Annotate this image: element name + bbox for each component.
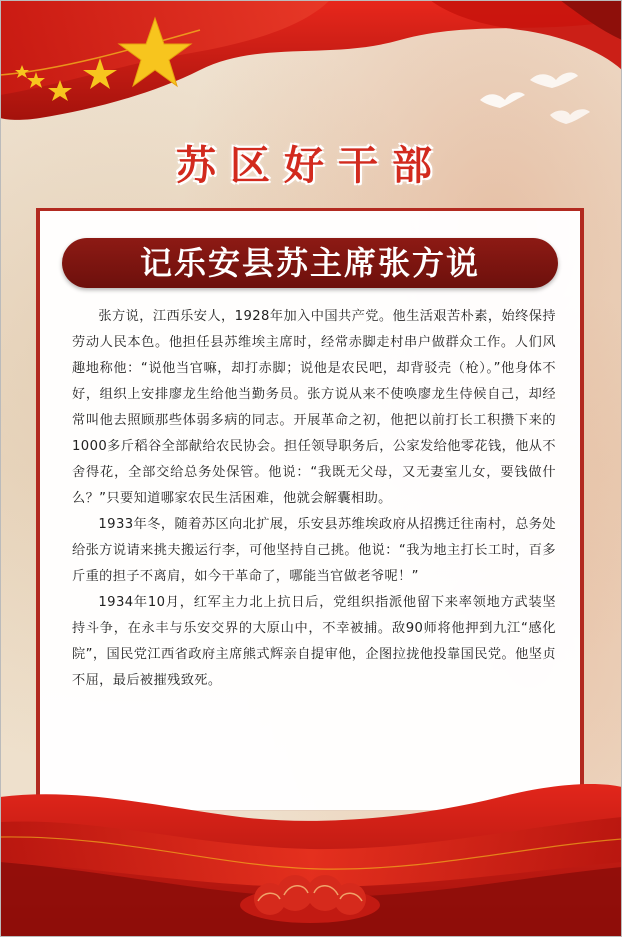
paragraph: 1933年冬，随着苏区向北扩展，乐安县苏维埃政府从招携迁往南村，总务处给张方说请来挑夫搬运行李，可他坚持自己挑。他说：“我为地主打长工时，百多斤重的担子不离肩，如今干革命了，哪能当官做老爷呢！” (72, 517, 556, 584)
card-border-top (36, 208, 584, 211)
paragraph: 张方说，江西乐安人，1928年加入中国共产党。他生活艰苦朴素，始终保持劳动人民本色。他担任县苏维埃主席时，经常赤脚走村串户做群众工作。人们风趣地称他：“说他当官嘛，却打赤脚；说他是农民吧，却背驳壳（枪）。”他身体不好，组织上安排廖龙生给他当勤务员。张方说从来不使唤廖龙生侍候自己，却经常叫他去照顾那些体弱多病的同志。开展革命之初，他把以前打长工积攒下来的1000多斤稻谷全部献给农民协会。担任领导职务后，公家发给他零花钱，他从不舍得花，全部交给总务处保管。他说：“我既无父母，又无妻室儿女，要钱做什么？”只要知道哪家农民生活困难，他就会解囊相助。 (72, 309, 556, 506)
paragraph: 1934年10月，红军主力北上抗日后，党组织指派他留下来率领地方武装坚持斗争，在永丰与乐安交界的大原山中，不幸被捕。敌90师将他押到九江“感化院”，国民党江西省政府主席熊式辉亲自提审他，企图拉拢他投靠国民党。他坚贞不屈，最后被摧残致死。 (72, 595, 556, 688)
card-border-left (36, 208, 40, 808)
article-body (72, 304, 556, 694)
subtitle-text: 记乐安县苏主席张方说 (139, 244, 480, 282)
red-flag-bottom (0, 777, 622, 937)
header-title: 苏区好干部 (176, 142, 446, 189)
card-border-right (580, 208, 584, 808)
